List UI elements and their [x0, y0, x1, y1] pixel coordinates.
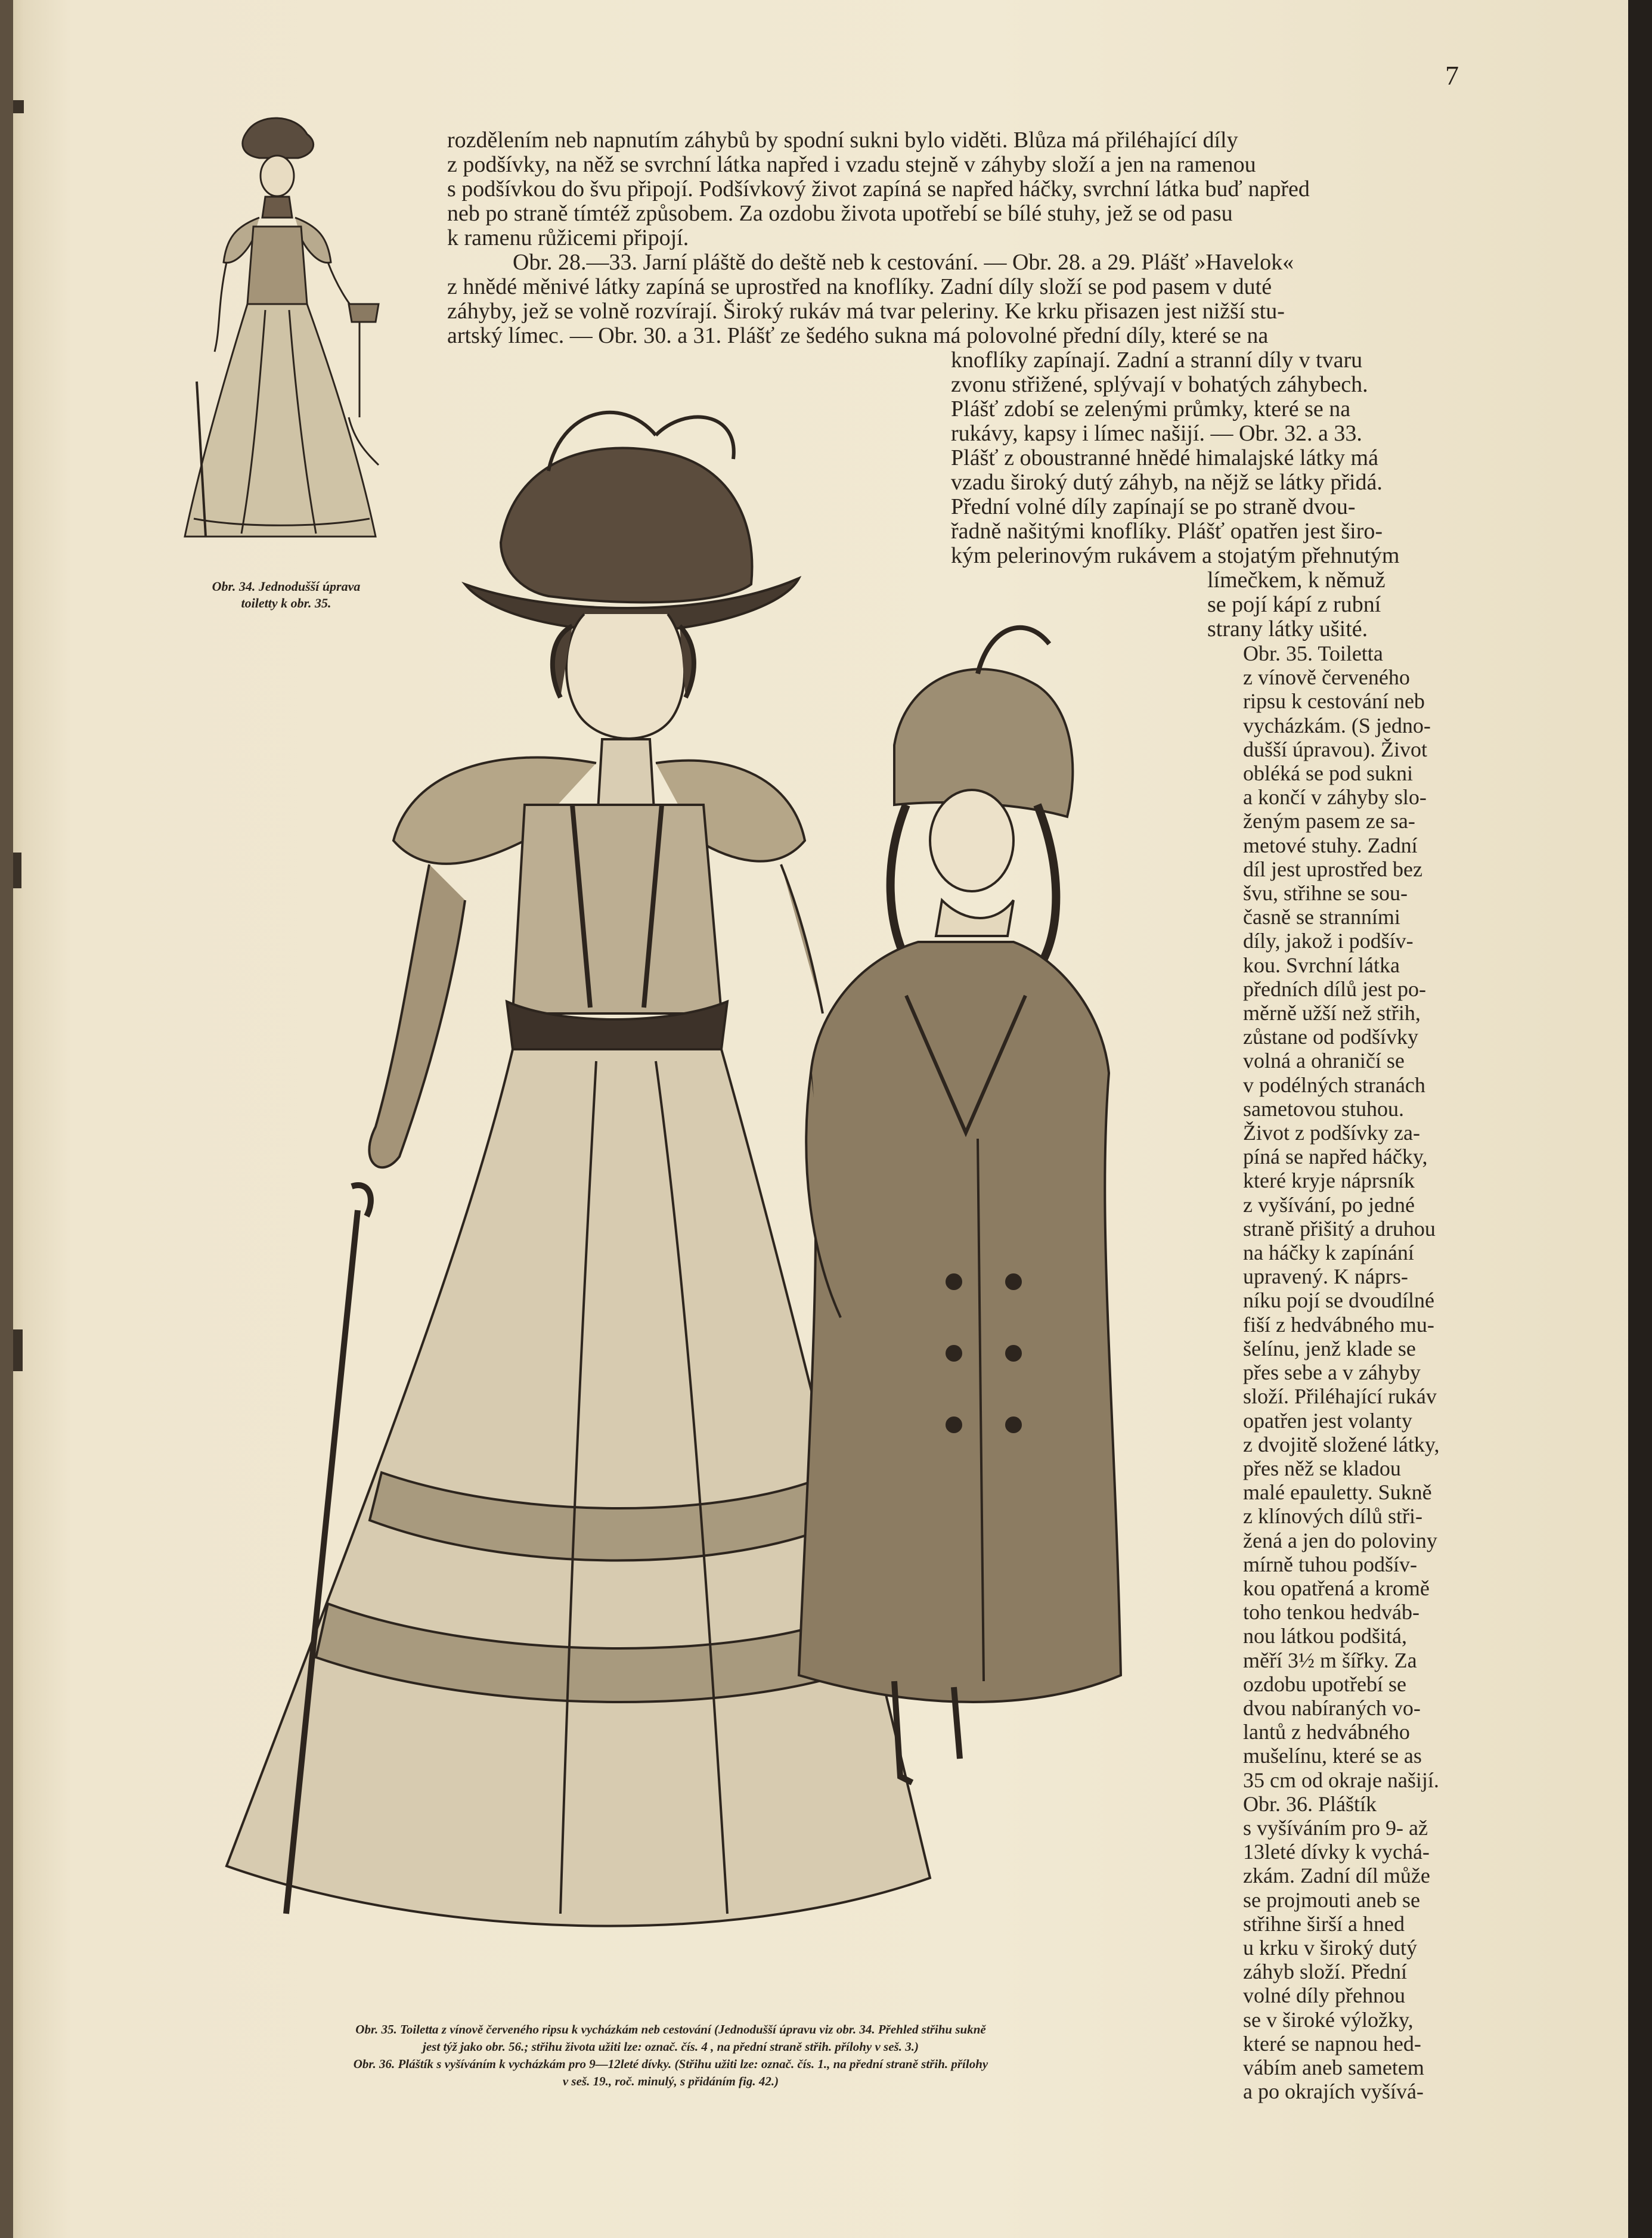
text-line: záhyby, jež se volně rozvírají. Široký rukáv má tvar peleriny. Ke krku přisazen jest nižší stu- — [447, 299, 1285, 324]
text-line: ozdobu upotřebí se — [1243, 1672, 1406, 1696]
text-line: vzadu široký dutý záhyb, na nějž se látky přidá. — [951, 470, 1383, 495]
article-top-paragraph — [447, 128, 1470, 348]
text-line: se projmouti aneb se — [1243, 1887, 1420, 1912]
text-line: z hnědé měnivé látky zapíná se uprostřed na knoflíky. Zadní díly složí se pod pasem v duté — [447, 274, 1272, 299]
margin-mark — [13, 1329, 23, 1371]
article-right-column — [1243, 641, 1481, 2103]
text-line: níku pojí se dvoudílné — [1243, 1288, 1434, 1313]
text-line: střihne širší a hned — [1243, 1911, 1405, 1936]
text-line: mušelínu, které se as — [1243, 1744, 1422, 1768]
figure-35-36-drawing — [131, 388, 1180, 2015]
text-line: kým pelerinovým rukávem a stojatým přehnutým — [951, 543, 1400, 568]
text-line: měrně užší než střih, — [1243, 1001, 1421, 1025]
text-line: artský límec. — Obr. 30. a 31. Plášť ze šedého sukna má polovolné přední díly, které se na — [447, 323, 1269, 348]
text-line: díly, jakož i podšív- — [1243, 929, 1414, 953]
text-line: rozdělením neb napnutím záhybů by spodní sukni bylo viděti. Blůza má přiléhající díly — [447, 128, 1238, 153]
text-line: z dvojitě složené látky, — [1243, 1432, 1440, 1456]
text-line: mírně tuhou podšív- — [1243, 1552, 1417, 1576]
text-line: straně přišitý a druhou — [1243, 1216, 1436, 1241]
text-line: toho tenkou hedváb- — [1243, 1600, 1419, 1625]
text-line: se v široké výložky, — [1243, 2007, 1414, 2032]
text-line: volná a ohraničí se — [1243, 1049, 1405, 1073]
text-line: Obr. 35. Toiletta — [1243, 641, 1383, 665]
text-line: fiší z hedvábného mu- — [1243, 1312, 1434, 1337]
text-line: vycházkám. (S jedno- — [1243, 713, 1431, 737]
figure-35-caption-line: Obr. 35. Toiletta z vínově červeného ripsu k vycházkám neb cestování (Jednodušší úpravu viz obr. 34. Přehled střihu sukně — [355, 2022, 986, 2036]
text-line: které se napnou hed- — [1243, 2031, 1421, 2056]
text-line: rukávy, kapsy i límec našijí. — Obr. 32. a 33. — [951, 421, 1362, 446]
text-line: 35 cm od okraje našijí. — [1243, 1768, 1439, 1792]
figure-34-caption-line: toiletty k obr. 35. — [241, 596, 331, 610]
text-line: zůstane od podšívky — [1243, 1025, 1418, 1049]
text-line: zkám. Zadní díl může — [1243, 1864, 1430, 1888]
text-line: malé epauletty. Sukně — [1243, 1480, 1432, 1505]
text-line: s vyšíváním pro 9- až — [1243, 1815, 1428, 1840]
text-line: měří 3½ m šířky. Za — [1243, 1648, 1417, 1672]
margin-mark — [13, 853, 21, 888]
text-line: kou. Svrchní látka — [1243, 953, 1400, 977]
text-line: ripsu k cestování neb — [1243, 689, 1425, 714]
article-narrow-paragraph — [1207, 568, 1470, 641]
text-line: z vyšívání, po jedné — [1243, 1192, 1415, 1217]
figure-34-caption-line: Obr. 34. Jednodušší úprava — [212, 579, 361, 594]
text-line: a po okrajích vyšívá- — [1243, 2079, 1424, 2104]
text-line: kou opatřená a kromě — [1243, 1576, 1430, 1600]
text-line: zvonu střižené, splývají v bohatých záhybech. — [951, 372, 1368, 397]
text-line: límečkem, k němuž — [1207, 568, 1386, 593]
text-line: z podšívky, na něž se svrchní látka napřed i vzadu stejně v záhyby složí a jen na ramenou — [447, 152, 1256, 177]
text-line: díl jest uprostřed bez — [1243, 857, 1422, 881]
text-line: ženým pasem ze sa- — [1243, 809, 1415, 833]
text-line: Plášť zdobí se zelenými průmky, které se na — [951, 396, 1351, 421]
text-line: vábím aneb sametem — [1243, 2055, 1424, 2079]
figure-35-caption-line: jest týž jako obr. 56.; střihu života užiti lze: označ. čís. 4 , na přední straně střih. přílohy v seš. 3.) — [423, 2039, 919, 2054]
text-line: na háčky k zapínání — [1243, 1241, 1414, 1265]
text-line: obléká se pod sukni — [1243, 761, 1413, 786]
text-line: opatřen jest volanty — [1243, 1408, 1412, 1433]
text-line: Obr. 28.—33. Jarní pláště do deště neb k cestování. — Obr. 28. a 29. Plášť »Havelok« — [513, 250, 1294, 275]
text-line: volné díly přehnou — [1243, 1983, 1405, 2008]
text-line: šelínu, jenž klade se — [1243, 1336, 1416, 1360]
text-line: lantů z hedvábného — [1243, 1720, 1410, 1744]
margin-mark — [13, 100, 24, 113]
scan-edge — [1628, 0, 1652, 2238]
text-line: neb po straně tímtéž způsobem. Za ozdobu života upotřebí se bílé stuhy, jež se od pasu — [447, 201, 1233, 226]
text-line: dušší úpravou). Život — [1243, 737, 1427, 761]
figure-36-caption-line: v seš. 19., roč. minulý, s přidáním fig. 42.) — [562, 2074, 779, 2088]
text-line: z vínově červeného — [1243, 665, 1410, 690]
text-line: Život z podšívky za- — [1243, 1121, 1420, 1145]
text-line: v podélných stranách — [1243, 1072, 1425, 1097]
text-line: sametovou stuhou. — [1243, 1096, 1404, 1121]
text-line: knoflíky zapínají. Zadní a stranní díly v tvaru — [951, 348, 1363, 373]
text-line: které kryje náprsník — [1243, 1168, 1415, 1193]
text-line: u krku v široký dutý — [1243, 1935, 1417, 1960]
text-line: upravený. K náprs- — [1243, 1264, 1408, 1289]
text-line: složí. Přiléhající rukáv — [1243, 1384, 1437, 1409]
text-line: Obr. 36. Pláštík — [1243, 1791, 1377, 1816]
figure-36-caption-line: Obr. 36. Pláštík s vyšíváním k vycházkám pro 9—12leté dívky. (Střihu užiti lze: označ. čís. 1., na přední straně střih. přílohy — [353, 2057, 988, 2071]
text-line: Plášť z oboustranné hnědé himalajské látky má — [951, 445, 1378, 470]
figure-35-36-caption — [161, 2021, 1180, 2090]
text-line: s podšívkou do švu připojí. Podšívkový život zapíná se napřed háčky, svrchní látka buď napřed — [447, 176, 1310, 202]
text-line: přes sebe a v záhyby — [1243, 1360, 1421, 1385]
text-line: časně se stranními — [1243, 905, 1400, 929]
text-line: z klínových dílů stři- — [1243, 1504, 1422, 1529]
text-line: řadně našitými knoflíky. Plášť opatřen jest širo- — [951, 519, 1383, 544]
text-line: přes něž se kladou — [1243, 1456, 1401, 1480]
text-line: k ramenu růžicemi připojí. — [447, 225, 689, 250]
text-line: žená a jen do poloviny — [1243, 1528, 1437, 1552]
text-line: a končí v záhyby slo- — [1243, 785, 1427, 810]
text-line: 13leté dívky k vychá- — [1243, 1840, 1430, 1864]
book-binding — [0, 0, 13, 2238]
text-line: píná se napřed háčky, — [1243, 1145, 1428, 1169]
page-number: 7 — [1445, 60, 1459, 91]
text-line: švu, střihne se sou- — [1243, 881, 1408, 906]
text-line: Přední volné díly zapínají se po straně dvou- — [951, 494, 1356, 519]
text-line: nou látkou podšitá, — [1243, 1624, 1407, 1648]
figure-35-36-illustration — [131, 388, 1180, 2015]
text-line: strany látky ušité. — [1207, 616, 1368, 641]
text-line: záhyb složí. Přední — [1243, 1960, 1407, 1984]
text-line: dvou nabíraných vo- — [1243, 1695, 1421, 1720]
text-line: předních dílů jest po- — [1243, 977, 1426, 1001]
text-line: metové stuhy. Zadní — [1243, 833, 1418, 857]
text-line: se pojí kápí z rubní — [1207, 592, 1381, 617]
